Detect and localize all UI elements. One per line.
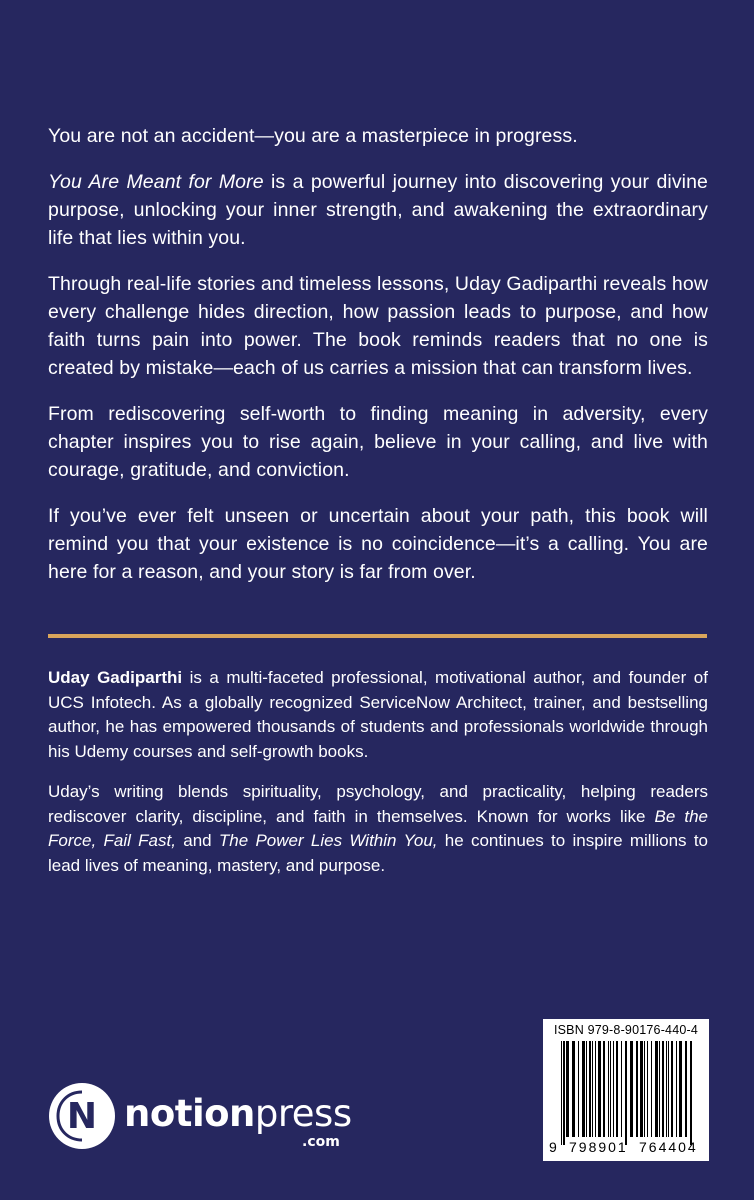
isbn-barcode [543, 1019, 709, 1161]
barcode-bar [592, 1041, 593, 1137]
barcode-bar [598, 1041, 601, 1137]
blurb-opening-line: You are not an accident—you are a masterpiece in progress. [48, 125, 578, 147]
barcode-bar [655, 1041, 658, 1137]
barcode-bar [621, 1041, 622, 1137]
logo-letter: N [66, 1096, 98, 1137]
barcode-bar [586, 1041, 587, 1137]
barcode-digits-left: 798901 [569, 1139, 628, 1155]
publisher-name [124, 1092, 352, 1135]
barcode-bar [603, 1041, 605, 1137]
barcode-bar [685, 1041, 687, 1137]
barcode-bar [651, 1041, 652, 1137]
barcode-bar [679, 1041, 682, 1137]
barcode-bar [566, 1041, 569, 1137]
barcode-digits-right: 764404 [639, 1139, 698, 1155]
barcode-bar [676, 1041, 677, 1137]
work-title-2: Fail Fast, [103, 831, 176, 850]
barcode-bar [616, 1041, 618, 1137]
barcode-bar [563, 1041, 565, 1145]
barcode-bar [625, 1041, 627, 1145]
barcode-bar [613, 1041, 614, 1137]
author-bio-paragraph-1 [48, 666, 708, 764]
barcode-bar [578, 1041, 579, 1137]
isbn-number: ISBN 979-8-90176-440-4 [553, 1023, 699, 1037]
barcode-bar [671, 1041, 673, 1137]
blurb-section [48, 122, 708, 604]
notionpress-logo-icon [48, 1082, 116, 1150]
barcode-bar [662, 1041, 664, 1137]
publisher-name-light: press [254, 1092, 352, 1135]
blurb-paragraph-2 [48, 168, 708, 252]
barcode-bar [666, 1041, 667, 1137]
work-title-3: The Power Lies Within You, [218, 831, 438, 850]
blurb-paragraph-3: Through real-life stories and timeless lessons, Uday Gadiparthi reveals how every challenge hides direction, how passion leads to purpose, and how faith turns pain into power. The book reminds readers that no one is created by mistake—each of us carries a mission that can transform lives. [48, 273, 708, 379]
author-bio-paragraph-2 [48, 780, 708, 878]
barcode-bar [636, 1041, 638, 1137]
author-bio-1-text: is a multi-faceted professional, motivational author, and founder of UCS Infotech. As a globally recognized ServiceNow Architect, trainer, and bestselling author, he has empowered thousands of students and professionals worldwide through his Udemy courses and self-growth books. [48, 668, 708, 761]
barcode-bar [608, 1041, 609, 1137]
barcode-bar [589, 1041, 591, 1137]
section-divider [48, 634, 707, 638]
author-name: Uday Gadiparthi [48, 668, 183, 687]
barcode-bar [659, 1041, 660, 1137]
barcode-bar [630, 1041, 633, 1137]
barcode-bar [572, 1041, 575, 1137]
publisher-logo [48, 1082, 352, 1152]
work-title-1: Be the Force, [48, 806, 708, 850]
publisher-domain: .com [302, 1134, 340, 1150]
author-bio-2-start: Uday’s writing blends spirituality, psychology, and practicality, helping readers rediscover clarity, discipline, and faith in themselves. Known for works like [48, 782, 708, 826]
blurb-paragraph-4: From rediscovering self-worth to finding meaning in adversity, every chapter inspires you to rise again, believe in your calling, and live with courage, gratitude, and conviction. [48, 403, 708, 481]
barcode-digit-first: 9 [549, 1139, 557, 1155]
separator-2: and [175, 831, 219, 850]
barcode-bar [561, 1041, 562, 1145]
blurb-paragraph-5: If you’ve ever felt unseen or uncertain about your path, this book will remind you that your existence is no coincidence—it’s a calling. You are here for a reason, and your story is far from over. [48, 505, 708, 583]
author-bio-section [48, 666, 708, 894]
barcode-bar [595, 1041, 596, 1137]
barcode-bar [647, 1041, 648, 1137]
barcode-bar [644, 1041, 645, 1137]
author-bio-2-end: he continues to inspire millions to lead lives of meaning, mastery, and purpose. [48, 831, 708, 875]
barcode-bar [640, 1041, 643, 1137]
barcode-bar [582, 1041, 585, 1137]
barcode-bar [610, 1041, 611, 1137]
publisher-name-bold: notion [124, 1092, 255, 1135]
barcode-bar [668, 1041, 669, 1137]
barcode-bar [690, 1041, 692, 1145]
blurb-paragraph-2-text: is a powerful journey into discovering your divine purpose, unlocking your inner strength, and awakening the extraordinary life that lies within you. [48, 171, 708, 249]
book-title: You Are Meant for More [48, 171, 264, 193]
